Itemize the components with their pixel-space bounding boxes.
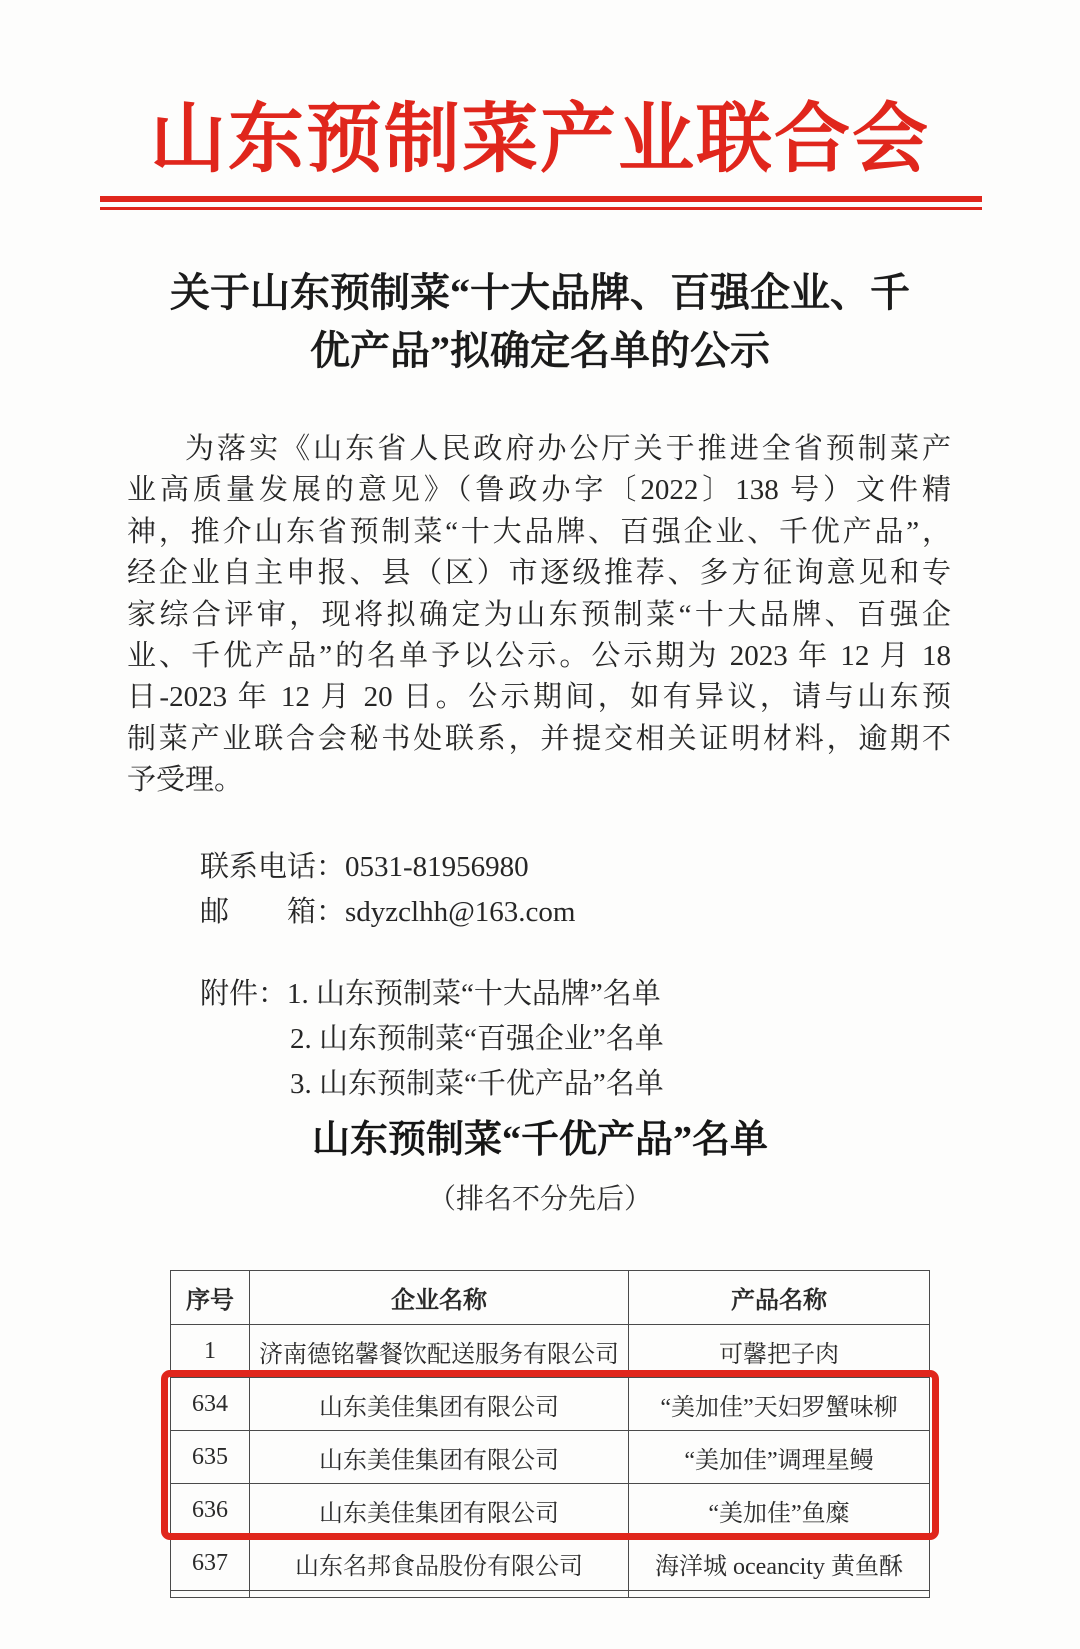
cell-product: 可馨把子肉 xyxy=(629,1325,929,1378)
email-address: sdyzclhh@163.com xyxy=(345,896,576,928)
table-row xyxy=(171,1325,929,1378)
paragraph-line: 予受理。 xyxy=(127,764,244,797)
table-header-row xyxy=(171,1271,929,1325)
cell-company: 济南德铭馨餐饮配送服务有限公司 xyxy=(250,1325,629,1378)
header-cell-product: 产品名称 xyxy=(629,1271,929,1325)
attachment-line xyxy=(200,1062,920,1107)
letterhead-rule-thick xyxy=(100,196,982,202)
cell-product: “美加佳”鱼糜 xyxy=(629,1484,929,1537)
products-table-wrap xyxy=(170,1270,930,1598)
attachment-line xyxy=(200,1017,920,1062)
cell-company: 山东美佳集团有限公司 xyxy=(250,1431,629,1484)
cell-no: 636 xyxy=(171,1484,250,1537)
notice-title-line2: 优产品”拟确定名单的公示 xyxy=(310,328,770,373)
paragraph-line: 为落实《山东省人民政府办公厅关于推进全省预制菜产 xyxy=(185,433,951,465)
notice-title xyxy=(0,264,1080,380)
cell-company: 山东名邦食品股份有限公司 xyxy=(250,1537,629,1590)
cell-company: 山东美佳集团有限公司 xyxy=(250,1378,629,1431)
table-row-highlighted xyxy=(171,1484,929,1537)
attachment-line xyxy=(200,972,920,1017)
contact-block xyxy=(200,845,900,935)
header-cell-no: 序号 xyxy=(171,1271,250,1325)
cell-product: 海洋城 oceancity 黄鱼酥 xyxy=(655,1554,903,1580)
cell-no: 637 xyxy=(171,1537,250,1590)
attachment-item: 2. 山东预制菜“百强企业”名单 xyxy=(290,1023,664,1055)
cell-no: 635 xyxy=(171,1431,250,1484)
notice-body-paragraph xyxy=(127,429,951,802)
list-section-title: 山东预制菜“千优产品”名单 xyxy=(311,1119,768,1161)
table-row-highlighted xyxy=(171,1378,929,1431)
table-next-row-sliver xyxy=(170,1590,930,1598)
letterhead-rule-thin xyxy=(100,207,982,210)
header-cell-company: 企业名称 xyxy=(250,1271,629,1325)
contact-email-line xyxy=(200,890,900,935)
products-table xyxy=(170,1270,930,1591)
attachments-label: 附件： xyxy=(200,978,288,1010)
cell-product: “美加佳”调理星鳗 xyxy=(629,1431,929,1484)
paragraph-line: 业、千优产品”的名单予以公示。公示期为 2023 年 12 月 18 xyxy=(127,640,951,673)
email-label: 邮 箱： xyxy=(200,896,346,928)
attachments-block xyxy=(200,972,920,1107)
contact-phone-line xyxy=(200,845,900,890)
stub-cell xyxy=(250,1591,629,1597)
table-row xyxy=(171,1537,929,1590)
cell-product: “美加佳”天妇罗蟹味柳 xyxy=(629,1378,929,1431)
paragraph-line: 日-2023 年 12 月 20 日。公示期间，如有异议，请与山东预 xyxy=(127,681,951,714)
attachment-item: 1. 山东预制菜“十大品牌”名单 xyxy=(287,978,661,1010)
paragraph-line: 制菜产业联合会秘书处联系，并提交相关证明材料，逾期不 xyxy=(127,722,951,755)
cell-no: 634 xyxy=(171,1378,250,1431)
table-row-highlighted xyxy=(171,1431,929,1484)
list-section-subtitle: （排名不分先后） xyxy=(427,1184,652,1215)
paragraph-line: 家综合评审，现将拟确定为山东预制菜“十大品牌、百强企 xyxy=(127,598,951,631)
cell-company: 山东美佳集团有限公司 xyxy=(250,1484,629,1537)
paragraph-line: 经企业自主申报、县（区）市逐级推荐、多方征询意见和专 xyxy=(127,557,951,590)
paragraph-line: 业高质量发展的意见》（鲁政办字〔2022〕138 号）文件精 xyxy=(127,474,951,507)
phone-label: 联系电话： xyxy=(200,851,346,883)
attachment-item: 3. 山东预制菜“千优产品”名单 xyxy=(290,1068,664,1100)
paragraph-line: 神，推介山东省预制菜“十大品牌、百强企业、千优产品”， xyxy=(127,515,951,548)
stub-cell xyxy=(171,1591,250,1597)
phone-number: 0531-81956980 xyxy=(345,851,529,883)
cell-no: 1 xyxy=(171,1325,250,1378)
notice-title-line1: 关于山东预制菜“十大品牌、百强企业、千 xyxy=(170,270,910,315)
stub-cell xyxy=(629,1591,929,1597)
org-letterhead-title: 山东预制菜产业联合会 xyxy=(150,98,930,182)
